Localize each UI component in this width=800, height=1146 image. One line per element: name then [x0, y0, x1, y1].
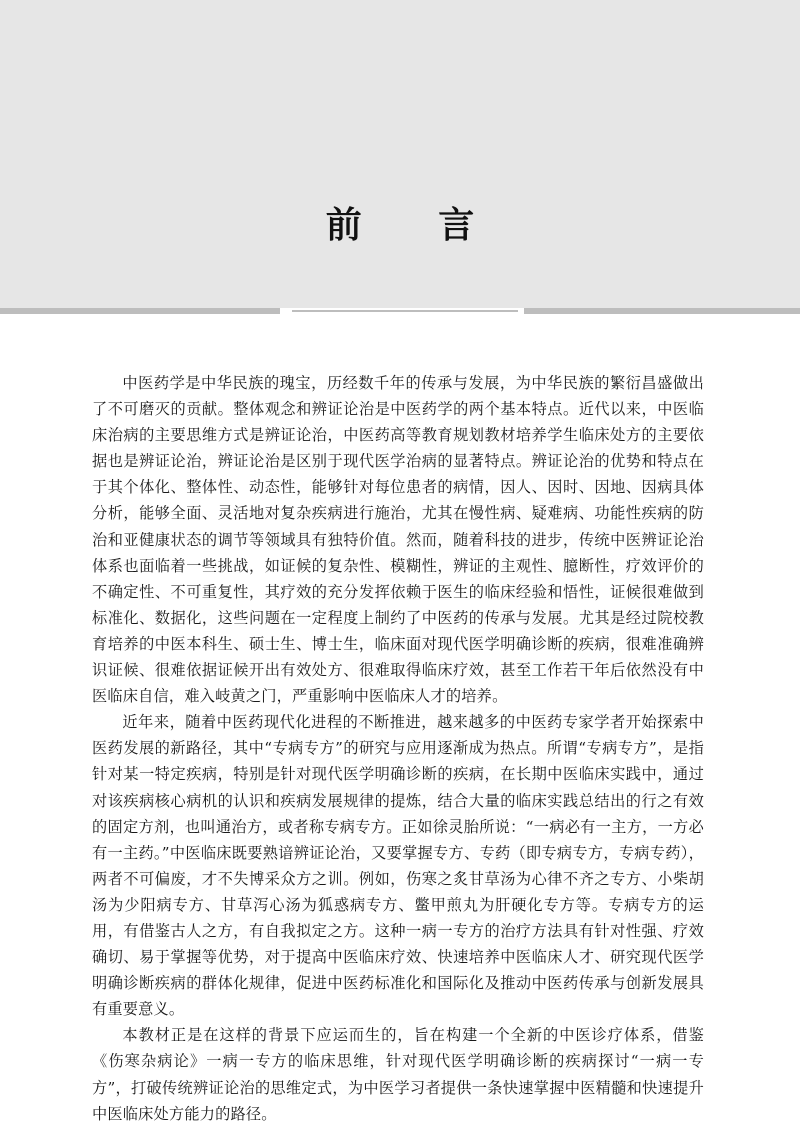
page-title: 前 言 [325, 204, 507, 246]
paragraph-2: 近年来，随着中医药现代化进程的不断推进，越来越多的中医药专家学者开始探索中医药发展的新路径，其中“专病专方”的研究与应用逐渐成为热点。所谓“专病专方”，是指针对某一特定疾病，特别是针对现代医学明确诊断的疾病，在长期中医临床实践中，通过对该疾病核心病机的认识和疾病发展规律的提炼，结合大量的临床实践总结出的行之有效的固定方剂，也叫通治方，或者称专病专方。正如徐灵胎所说：“一病必有一主方，一方必有一主药。”中医临床既要熟谙辨证论治，又要掌握专方、专药（即专病专方，专病专药），两者不可偏废，才不失博采众方之训。例如，伤寒之炙甘草汤为心律不齐之专方、小柴胡汤为少阳病专方、甘草泻心汤为狐惑病专方、鳖甲煎丸为肝硬化专方等。专病专方的运用，有借鉴古人之方，有自我拟定之方。这种一病一专方的治疗方法具有针对性强、疗效确切、易于掌握等优势，对于提高中医临床疗效、快速培养中医临床人才、研究现代医学明确诊断疾病的群体化规律，促进中医药标准化和国际化及推动中医药传承与创新发展具有重要意义。 [92, 713, 704, 1019]
header-band [0, 0, 800, 308]
divider-left [0, 308, 280, 314]
paragraph-3: 本教材正是在这样的背景下应运而生的，旨在构建一个全新的中医诊疗体系，借鉴《伤寒杂病论》一病一专方的临床思维，针对现代医学明确诊断的疾病探讨“一病一专方”，打破传统辨证论治的思维定式，为中医学习者提供一条快速掌握中医精髓和快速提升中医临床处方能力的路径。 [92, 1026, 704, 1123]
preface-body [92, 370, 704, 1127]
divider-center [292, 310, 518, 312]
paragraph-1: 中医药学是中华民族的瑰宝，历经数千年的传承与发展，为中华民族的繁衍昌盛做出了不可磨灭的贡献。整体观念和辨证论治是中医药学的两个基本特点。近代以来，中医临床治病的主要思维方式是辨证论治，中医药高等教育规划教材培养学生临床处方的主要依据也是辨证论治，辨证论治是区别于现代医学治病的显著特点。辨证论治的优势和特点在于其个体化、整体性、动态性，能够针对每位患者的病情，因人、因时、因地、因病具体分析，能够全面、灵活地对复杂疾病进行施治，尤其在慢性病、疑难病、功能性疾病的防治和亚健康状态的调节等领域具有独特价值。然而，随着科技的进步，传统中医辨证论治体系也面临着一些挑战，如证候的复杂性、模糊性，辨证的主观性、臆断性，疗效评价的不确定性、不可重复性，其疗效的充分发挥依赖于医生的临床经验和悟性，证候很难做到标准化、数据化，这些问题在一定程度上制约了中医药的传承与发展。尤其是经过院校教育培养的中医本科生、硕士生、博士生，临床面对现代医学明确诊断的疾病，很难准确辨识证候、很难依据证候开出有效处方、很难取得临床疗效，甚至工作若干年后依然没有中医临床自信，难入岐黄之门，严重影响中医临床人才的培养。 [92, 374, 704, 706]
divider-right [524, 308, 800, 314]
